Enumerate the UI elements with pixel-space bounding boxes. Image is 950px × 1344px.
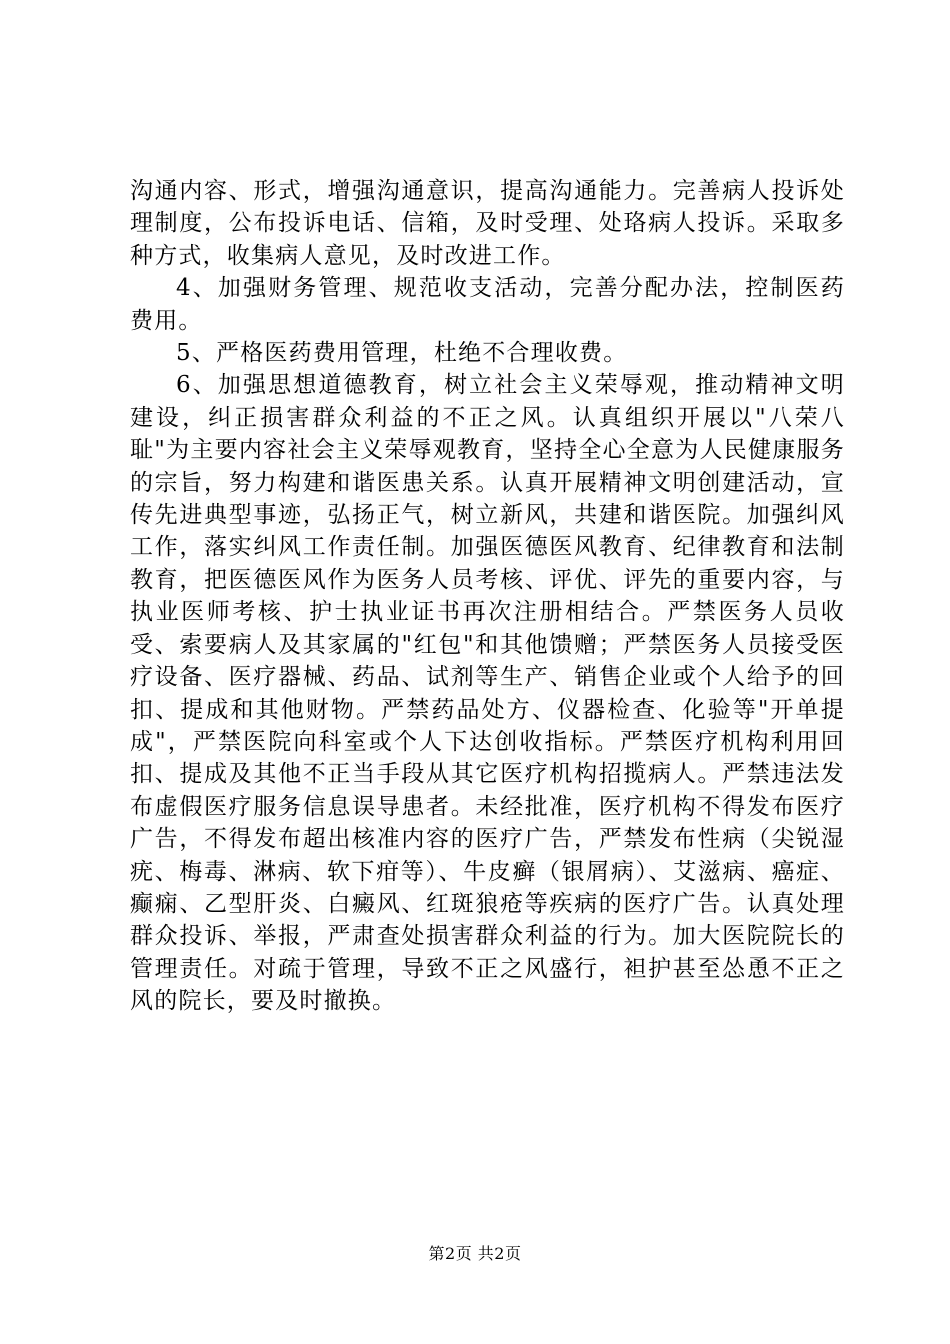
paragraph-item-5: 5、严格医药费用管理，杜绝不合理收费。 (176, 340, 628, 367)
paragraph-item-6: 6、加强思想道德教育，树立社会主义荣辱观，推动精神文明建设，纠正损害群众利益的不正之风。认真组织开展以"八荣八耻"为主要内容社会主义荣辱观教育，坚持全心全意为人民健康服务的宗旨，努力构建和谐医患关系。认真开展精神文明创建活动，宣传先进典型事迹，弘扬正气，树立新风，共建和谐医院。加强纠风工作，落实纠风工作责任制。加强医德医风教育、纪律教育和法制教育，把医德医风作为医务人员考核、评优、评先的重要内容，与执业医师考核、护士执业证书再次注册相结合。严禁医务人员收受、索要病人及其家属的"红包"和其他馈赠；严禁医务人员接受医疗设备、医疗器械、药品、试剂等生产、销售企业或个人给予的回扣、提成和其他财物。严禁药品处方、仪器检查、化验等"开单提成"，严禁医院向科室或个人下达创收指标。严禁医疗机构利用回扣、提成及其他不正当手段从其它医疗机构招揽病人。严禁违法发布虚假医疗服务信息误导患者。未经批准，医疗机构不得发布医疗广告，不得发布超出核准内容的医疗广告，严禁发布性病（尖锐湿疣、梅毒、淋病、软下疳等）、牛皮癣（银屑病）、艾滋病、癌症、癫痫、乙型肝炎、白癜风、红斑狼疮等疾病的医疗广告。认真处理群众投诉、举报，严肃查处损害群众利益的行为。加大医院院长的管理责任。对疏于管理，导致不正之风盛行，袒护甚至怂恿不正之风的院长，要及时撤换。 (130, 372, 845, 1015)
paragraph-item-4: 4、加强财务管理、规范收支活动，完善分配办法，控制医药费用。 (130, 275, 845, 334)
document-body (130, 175, 845, 1018)
paragraph-continuation: 沟通内容、形式，增强沟通意识，提高沟通能力。完善病人投诉处理制度，公布投诉电话、信箱，及时受理、处珞病人投诉。采取多种方式，收集病人意见，及时改进工作。 (130, 178, 845, 269)
page-number-footer: 第2页 共2页 (428, 1244, 522, 1263)
